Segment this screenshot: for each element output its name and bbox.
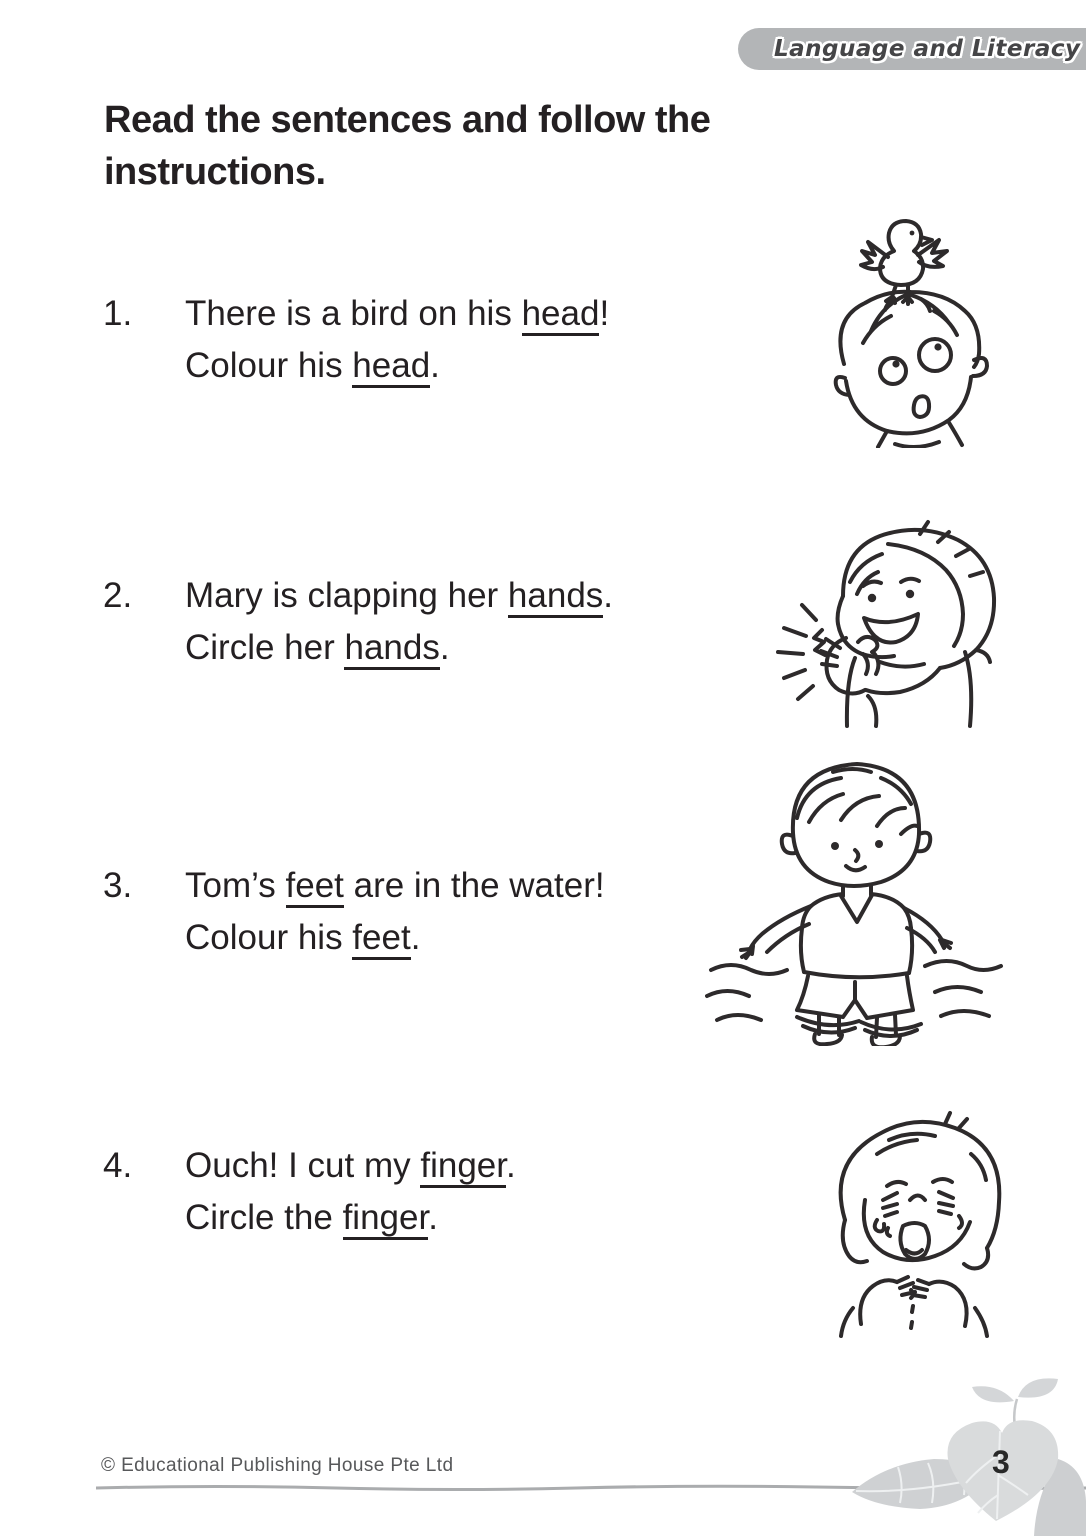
sentence-text: . <box>439 628 450 667</box>
sentence-text: Circle her <box>185 628 345 667</box>
underlined-word: feet <box>286 866 344 908</box>
leaves-icon <box>846 1371 1086 1536</box>
sentence-text: are in the water! <box>343 866 605 905</box>
sentence-text: Colour his <box>185 346 353 385</box>
page-title-line-1: Read the sentences and follow the <box>104 99 711 141</box>
sentence-text: Circle the <box>185 1198 343 1237</box>
underlined-word: finger <box>343 1198 429 1240</box>
sentence-text: There is a bird on his <box>185 294 522 333</box>
sentence-line <box>185 912 605 964</box>
item-sentences <box>185 570 613 674</box>
underlined-word: finger <box>420 1146 506 1188</box>
sentence-line <box>185 288 609 340</box>
sentence-text: . <box>505 1146 516 1185</box>
boy-with-bird-on-head-illustration <box>815 213 1005 448</box>
sentence-text: . <box>410 918 421 957</box>
item-number: 4. <box>103 1146 133 1185</box>
sentence-text: . <box>603 576 614 615</box>
child-cut-finger-illustration <box>793 1098 1038 1338</box>
underlined-word: hands <box>344 628 439 670</box>
sentence-text: ! <box>599 294 610 333</box>
boy-feet-in-water-illustration <box>705 738 1005 1046</box>
underlined-word: hands <box>508 576 603 618</box>
copyright-text: © Educational Publishing House Pte Ltd <box>101 1455 454 1476</box>
item-sentences <box>185 288 609 392</box>
item-number: 3. <box>103 866 133 905</box>
underlined-word: head <box>522 294 600 336</box>
page-number: 3 <box>992 1444 1010 1480</box>
underlined-word: head <box>352 346 430 388</box>
item-number: 1. <box>103 294 133 333</box>
sentence-text: . <box>430 346 440 385</box>
girl-clapping-hands-illustration <box>760 500 1015 730</box>
page-title <box>104 94 864 198</box>
item-sentences <box>185 1140 516 1244</box>
item-sentences <box>185 860 605 964</box>
sentence-line <box>185 1140 516 1192</box>
section-badge-label: Language and Literacy <box>774 36 1081 62</box>
sentence-line <box>185 860 605 912</box>
sentence-line <box>185 622 613 674</box>
sentence-text: Colour his <box>185 918 353 957</box>
sentence-line <box>185 1192 516 1244</box>
sentence-line <box>185 570 613 622</box>
item-number: 2. <box>103 576 133 615</box>
sentence-text: Mary is clapping her <box>185 576 508 615</box>
section-badge <box>738 28 1086 70</box>
sentence-text: . <box>428 1198 438 1237</box>
sentence-line <box>185 340 609 392</box>
page-title-line-2: instructions. <box>104 151 326 193</box>
sentence-text: Tom’s <box>185 866 286 905</box>
leaves-decoration <box>846 1371 1086 1536</box>
underlined-word: feet <box>352 918 410 960</box>
sentence-text: Ouch! I cut my <box>185 1146 421 1185</box>
